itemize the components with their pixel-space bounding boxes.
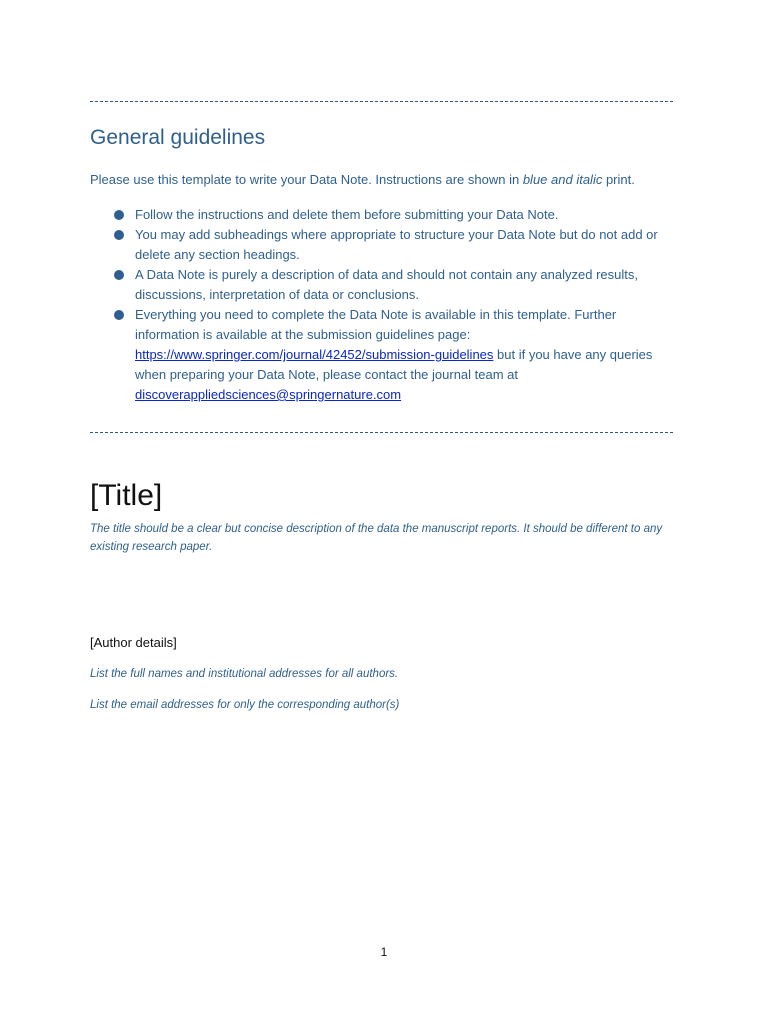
- list-item: [90, 305, 670, 405]
- bullet-text-continued: but if you have any queries when preparing your Data Note, please contact the journal team at: [135, 347, 653, 382]
- bullet-dot-icon: [114, 270, 124, 280]
- dashed-separator-top: [90, 101, 673, 102]
- bullet-text: Follow the instructions and delete them before submitting your Data Note.: [135, 207, 559, 222]
- author-instruction-emails: List the email addresses for only the corresponding author(s): [90, 699, 400, 711]
- document-title-placeholder[interactable]: [Title]: [90, 479, 163, 512]
- bullet-dot-icon: [114, 210, 124, 220]
- bullet-dot-icon: [114, 310, 124, 320]
- general-guidelines-heading: General guidelines: [90, 126, 266, 149]
- list-item: [90, 225, 670, 265]
- intro-text-end: print.: [602, 172, 635, 187]
- guidelines-intro: [90, 172, 680, 187]
- title-instruction: The title should be a clear but concise description of the data the manuscript reports. It should be different to any existing research paper.: [90, 523, 663, 553]
- author-details-heading[interactable]: [Author details]: [90, 635, 177, 650]
- page-number: 1: [380, 945, 388, 959]
- bullet-text: Everything you need to complete the Data Note is available in this template. Further information is available at the submission guidelines page:: [135, 307, 617, 342]
- list-item: [90, 205, 670, 225]
- bullet-text: You may add subheadings where appropriate to structure your Data Note but do not add or delete any section headings.: [135, 227, 658, 262]
- journal-email-link[interactable]: discoverappliedsciences@springernature.com: [135, 387, 402, 402]
- author-instruction-addresses: List the full names and institutional addresses for all authors.: [90, 668, 399, 680]
- bullet-dot-icon: [114, 230, 124, 240]
- guidelines-bullet-list: [90, 205, 670, 405]
- submission-guidelines-link[interactable]: https://www.springer.com/journal/42452/submission-guidelines: [135, 347, 494, 362]
- intro-text-start: Please use this template to write your Data Note. Instructions are shown in: [90, 172, 523, 187]
- intro-emphasis: blue and italic: [522, 172, 603, 187]
- dashed-separator-bottom: [90, 432, 673, 433]
- bullet-text: A Data Note is purely a description of data and should not contain any analyzed results, discussions, interpretation of data or conclusions.: [135, 267, 638, 302]
- list-item: [90, 265, 670, 305]
